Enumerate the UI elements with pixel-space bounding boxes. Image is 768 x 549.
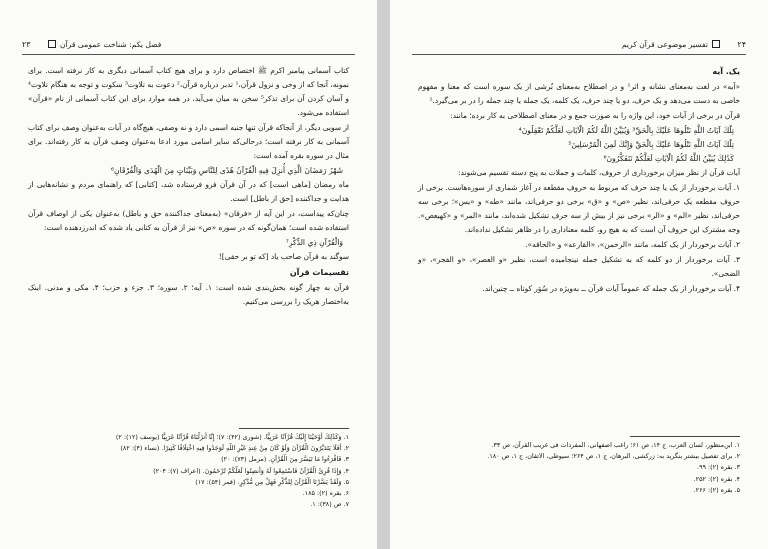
footnote: ۱. ابن‌منظور، لسان العرب، ج ۱۴، ص ۶۱؛ راغب اصفهانی، المفردات فی غریب القرآن، ص ۳۳. bbox=[491, 441, 740, 449]
main-text bbox=[418, 64, 740, 297]
footnote-divider bbox=[239, 428, 349, 429]
main-text bbox=[28, 64, 349, 310]
footnote: ۵. بقره (۲): ۲۶۶. bbox=[693, 485, 740, 494]
running-title: فصل یکم: شناخت عمومی قرآن bbox=[44, 40, 161, 49]
list-item: ۱. آیات برخوردار از یک یا چند حرف که مربوط به حروف مقطعه در آغاز شماری از سوره‌هاست. برخی از حروف مقطعه یک حرفی‌اند، نظیر «ص» و «ق» برخی دو حرفی‌اند، مانند «طه» و «یس»؛ برخی سه حرفی‌اند، نظیر «الم» و «الر» برخی نیز از بیش از سه حرف تشکیل شده‌اند، مانند «المر» و «کهیعص». وجه مشترک این حروف آن است که به هیچ رو، کلمه معناداری را در ظاهر تشکیل نداده‌اند. bbox=[418, 183, 740, 234]
footnote: ۶. بقره (۲): ۱۸۵. bbox=[302, 489, 349, 498]
paragraph: چنان‌که پیداست، در این آیه از «فرقان» (به‌معنای جداکننده حق و باطل) به‌عنوان یکی از اوصاف قرآن استفاده شده است؛ همان‌گونه که در سوره «ص» نیز از قرآن به کتابی یاد شده که اندرزدهنده است: bbox=[28, 209, 349, 232]
footnote: ۳. بقره (۲): ۹۹. bbox=[697, 463, 740, 472]
paragraph: قرآن به چهار گونه بخش‌بندی شده است: ۱. آیه؛ ۲. سوره؛ ۳. جزء و حزب؛ ۴. مکی و مدنی. اینک به‌اختصار هریک را بررسی می‌کنیم. bbox=[28, 283, 349, 306]
footnote: ۲. برای تفصیل بیشتر بنگرید به: زرکشی، البرهان، ج ۱، ص ۲۶۴؛ سیوطی، الاتقان، ج ۱، ص ۱۸۰. bbox=[487, 452, 740, 461]
quran-verse: كَذَٰلِكَ يُبَيِّنُ اللَّهُ لَكُمُ الْآيَاتِ لَعَلَّكُمْ تَتَفَكَّرُونَ⁶ bbox=[603, 154, 734, 163]
list-item: ۴. آیات برخوردار از یک جمله که عموماً آیات قرآن ــ به‌ویژه در سُوَر کوتاه ــ چنین‌اند. bbox=[482, 284, 740, 293]
verse-translation: سوگند به قرآن صاحب یاد [که تو بر حقی]! bbox=[218, 252, 349, 261]
footnotes bbox=[28, 432, 349, 510]
page-number: ۲۳ bbox=[22, 40, 31, 49]
footnote: ۴. بقره (۲): ۲۵۲. bbox=[693, 474, 740, 483]
footnote-divider bbox=[630, 436, 740, 437]
paragraph: آیات قرآن از نظر میزان برخورداری از حروف، کلمات و جملات به پنج دسته تقسیم می‌شوند: bbox=[458, 168, 740, 177]
page-header bbox=[412, 40, 746, 55]
footnote: ۴. وَإِذَا قُرِئَ الْقُرْآنُ فَاسْتَمِعُوا لَهُ وَأَنصِتُوا لَعَلَّكُمْ تُرْحَمُونَ. (اعراف (۷): ۲۰۴) bbox=[153, 466, 349, 475]
left-page bbox=[0, 0, 378, 549]
quran-verse: تِلْكَ آيَاتُ اللَّهِ نَتْلُوهَا عَلَيْكَ بِالْحَقِّ³ وَيُبَيِّنُ اللَّهُ لَكُمُ الْآيَاتِ لَعَلَّكُمْ تَعْقِلُونَ⁴ bbox=[518, 126, 734, 135]
verse-translation: ماه رمضان [ماهی است] که در آن قرآن فرو فرستاده شد، [کتابی] که راهنمای مردم و نشانه‌هایی از هدایت و جداکننده [حق از باطل] است. bbox=[28, 180, 349, 203]
paragraph: قرآن در برخی از آیات خود، این واژه را به صورت جمع و در معنای اصطلاحی به کار برده؛ مانند: bbox=[450, 111, 740, 120]
header-square-icon bbox=[712, 40, 720, 48]
page-number: ۲۴ bbox=[737, 40, 746, 49]
paragraph: «آیه» در لغت به‌معنای نشانه و اثر¹ و در اصطلاح به‌معنای بُرشی از یک سوره است که معنا و مفهوم خاصی به دست می‌دهد و یک حرف، دو یا چند حرف، یک کلمه، یک جمله یا چند جمله را در بر می‌گیرد.² bbox=[418, 82, 740, 105]
footnote: ۱. وَكَذَٰلِكَ أَوْحَيْنَا إِلَيْكَ قُرْآنًا عَرَبِيًّا. (شوری (۴۲): ۷)؛ إِنَّا أَنزَلْنَاهُ قُرْآنًا عَرَبِيًّا (یوسف (۱۲): ۲) bbox=[115, 433, 349, 441]
list-item: ۲. آیات برخوردار از یک کلمه، مانند «الرحمن»، «القارعه» و «الحاقه». bbox=[525, 240, 740, 249]
footnote: ۳. فَاقْرَءُوا مَا تَيَسَّرَ مِنَ الْقُرْآنِ. (مزمل (۷۳): ۲۰) bbox=[221, 455, 349, 464]
page-header bbox=[22, 40, 355, 55]
list-item: ۳. آیات برخوردار از دو کلمه که به تشکیل جمله نینجامیده است، نظیر «و العصر»، «و الفجر»، «و الضحی». bbox=[418, 255, 740, 278]
quran-verse: تِلْكَ آيَاتُ اللَّهِ نَتْلُوهَا عَلَيْكَ بِالْحَقِّ وَإِنَّكَ لَمِنَ الْمُرْسَلِينَ⁵ bbox=[568, 140, 734, 149]
book-gutter bbox=[378, 0, 390, 549]
paragraph: از سویی دیگر، از آنجاکه قرآن تنها جنبه اسمی دارد و نه وصفی، هیچ‌گاه در آیات به‌عنوان وصف برای کتاب آسمانی به کار نرفته است؛ درحالی‌که سایر اسامی مورد ادعا به‌عنوان وصف قرآن به کار رفته‌اند. برای مثال در سوره بقره آمده است: bbox=[28, 123, 349, 160]
footnote: ۷. ص (۳۸): ۱. bbox=[310, 500, 349, 509]
quran-verse: وَالْقُرْآنِ ذِي الذِّكْرِ⁷ bbox=[285, 238, 343, 247]
section-heading: تقسیمات قرآن bbox=[289, 268, 349, 277]
running-title: تفسیر موضوعی قرآن کریم bbox=[622, 40, 724, 49]
quran-verse: شَهْرُ رَمَضَانَ الَّذِي أُنزِلَ فِيهِ الْقُرْآنُ هُدًى لِلنَّاسِ وَبَيِّنَاتٍ مِنَ الْهُدَى وَالْفُرْقَانِ⁶ bbox=[110, 166, 343, 175]
section-heading: یک. آیه bbox=[712, 67, 740, 76]
footnote: ۲. أَفَلَا يَتَدَبَّرُونَ الْقُرْآنَ وَلَوْ كَانَ مِنْ عِندِ غَيْرِ اللَّهِ لَوَجَدُوا فِيهِ اخْتِلَافًا كَثِيرًا. (نساء (۴): ۸۲) bbox=[120, 444, 349, 453]
paragraph: کتاب آسمانی پیامبر اکرم ﷺ اختصاص دارد و برای هیچ کتاب آسمانی دیگری به کار نرفته است. برای نمونه، آنجا که از وحی و نزول قرآن،¹ تدبر درباره قرآن،² دعوت به تلاوت³ سکوت و توجه به هنگام تلاوت⁴ و آسان کردن آن برای تذکر⁵ سخن به میان می‌آید، در همه موارد برای این کتاب آسمانی از نام «قرآن» استفاده می‌شود. bbox=[28, 66, 350, 117]
right-page bbox=[390, 0, 768, 549]
footnotes bbox=[418, 440, 740, 496]
footnote: ۵. وَلَقَدْ يَسَّرْنَا الْقُرْآنَ لِلذِّكْرِ فَهَلْ مِن مُّدَّكِرٍ. (قمر (۵۴): ۱۷) bbox=[195, 477, 349, 486]
header-square-icon bbox=[48, 40, 56, 48]
